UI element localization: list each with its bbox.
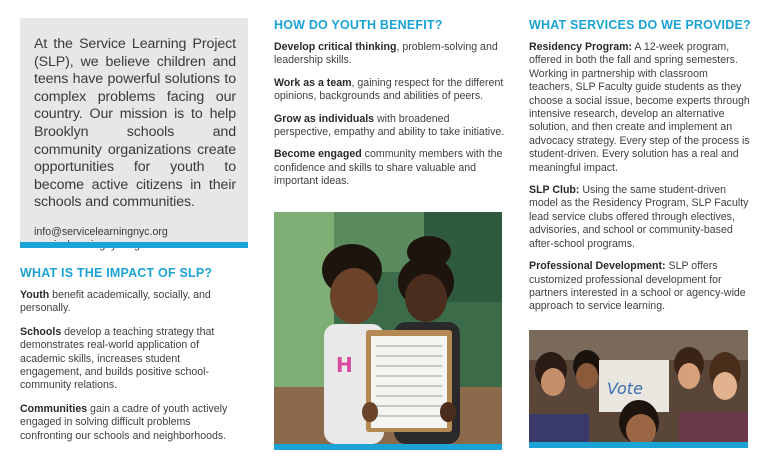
service-item-residency: Residency Program: A 12-week program, offered in both the fall and spring semesters. Working in partnership with classroom teachers, SLP Faculty guide students as they choose a social issue, become experts through intensive research, develop an alternative solution, and then create and implement an advocacy strategy. Every step of the process is student-driven. Every solution has a real and meaningful impact. [529, 41, 750, 174]
service-item-club: SLP Club: Using the same student-driven model as the Residency Program, SLP Faculty lead service clubs offered through electives, advisories, and school or community-based after-school programs. [529, 184, 749, 250]
impact-list [20, 289, 244, 453]
benefit-heading: HOW DO YOUTH BENEFIT? [274, 18, 443, 32]
impact-item-communities: Communities gain a cadre of youth actively engaged in solving difficult problems confronting our schools and neighborhoods. [20, 402, 228, 442]
svg-text:H: H [336, 353, 353, 377]
intro-text: At the Service Learning Project (SLP), we believe children and teens have powerful solutions to complex problems facing our country. Our mission is to help Brooklyn schools and community organizations create opportunities for youth to become active citizens in their schools and communities. [34, 36, 236, 211]
benefit-item-individuals: Grow as individuals with broadened perspective, empathy and ability to take initiative. [274, 112, 505, 139]
benefit-item-team: Work as a team, gaining respect for the different opinions, backgrounds and abilities of peers. [274, 76, 504, 103]
impact-heading: WHAT IS THE IMPACT OF SLP? [20, 266, 213, 280]
students-clipboard-photo [274, 212, 502, 444]
intro-accent-bar [20, 242, 248, 248]
impact-item-youth: Youth benefit academically, socially, and personally. [20, 289, 211, 315]
benefit-item-critical-thinking: Develop critical thinking, problem-solving and leadership skills. [274, 41, 498, 67]
intro-box [20, 18, 248, 242]
email-link[interactable]: info@servicelearningnyc.org [34, 225, 168, 238]
benefit-list [274, 41, 506, 198]
svg-text:Vote: Vote [607, 379, 643, 398]
photo1-accent-bar [274, 444, 502, 450]
impact-item-schools: Schools develop a teaching strategy that demonstrates real-world application of academic skills, increases student engagement, and builds positive school-community relations. [20, 325, 215, 392]
service-item-professional-development: Professional Development: SLP offers customized professional development for partners interested in a school or agency-wide approach to service learning. [529, 260, 746, 313]
benefit-item-engaged: Become engaged community members with the confidence and skills to share valuable and important ideas. [274, 148, 503, 188]
photo2-accent-bar [529, 442, 748, 448]
services-list [529, 41, 751, 323]
services-heading: WHAT SERVICES DO WE PROVIDE? [529, 18, 751, 32]
students-group-photo [529, 330, 748, 442]
